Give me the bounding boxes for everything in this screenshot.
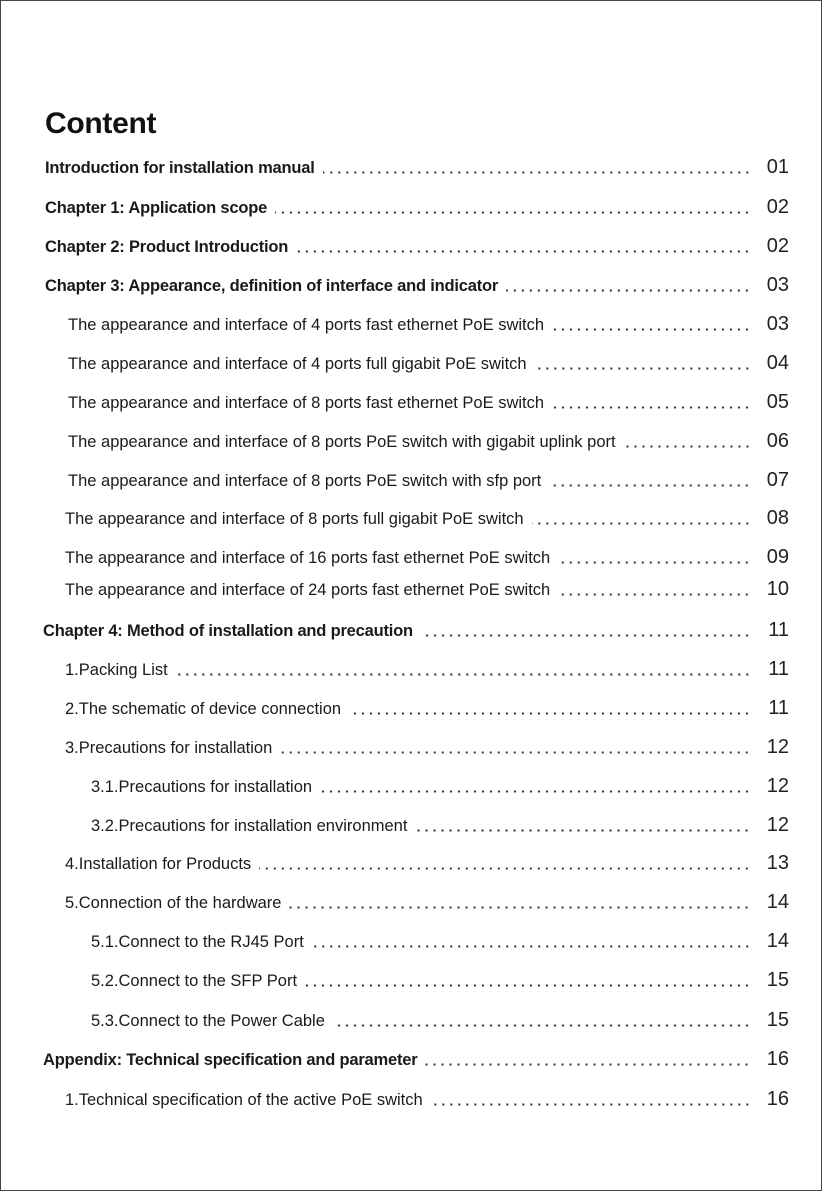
toc-leader-dots [176,673,751,676]
toc-entry-label: 3.Precautions for installation [65,739,273,757]
toc-entry-page-number: 11 [768,697,789,719]
toc-entry-label: 2.The schematic of device connection [65,700,342,718]
toc-entry-page-number: 03 [766,274,789,296]
toc-entry-label: Chapter 1: Application scope [45,199,268,217]
toc-leader-dots [323,171,751,174]
toc-entry-page-number: 15 [766,1009,789,1031]
toc-entry[interactable] [68,352,789,378]
toc-entry-page-number: 06 [766,430,789,452]
toc-entry-label: The appearance and interface of 8 ports PoE switch with gigabit uplink port [68,433,616,451]
toc-entry-label: 3.1.Precautions for installation [91,778,313,796]
toc-leader-dots [259,867,751,870]
toc-entry-page-number: 14 [766,930,789,952]
toc-leader-dots [421,634,751,637]
toc-leader-dots [333,1024,751,1027]
toc-entry-label: 1.Technical specification of the active PoE switch [65,1091,423,1109]
toc-entry[interactable] [45,235,789,261]
toc-entry-label: Appendix: Technical specification and parameter [43,1051,418,1069]
toc-leader-dots [431,1103,751,1106]
toc-entry-page-number: 03 [766,313,789,335]
toc-entry-label: The appearance and interface of 8 ports fast ethernet PoE switch [68,394,545,412]
toc-entry-page-number: 12 [766,736,789,758]
toc-leader-dots [552,328,751,331]
toc-leader-dots [289,906,751,909]
toc-leader-dots [506,289,751,292]
toc-entry-label: 3.2.Precautions for installation environment [91,817,408,835]
toc-entry-page-number: 12 [766,775,789,797]
toc-entry[interactable] [43,1048,789,1074]
toc-leader-dots [415,829,751,832]
toc-leader-dots [280,751,751,754]
toc-entry[interactable] [65,1088,789,1114]
toc-entry[interactable] [65,736,789,762]
toc-entry[interactable] [68,313,789,339]
toc-entry[interactable] [45,156,789,182]
toc-entry-label: 5.2.Connect to the SFP Port [91,972,298,990]
toc-entry-label: Chapter 2: Product Introduction [45,238,289,256]
toc-leader-dots [305,984,751,987]
toc-entry-page-number: 09 [766,546,789,568]
toc-entry-page-number: 11 [768,619,789,641]
toc-entry[interactable] [91,814,789,840]
toc-entry-label: Introduction for installation manual [45,159,315,177]
toc-leader-dots [425,1063,751,1066]
toc-entry[interactable] [65,578,789,604]
toc-entry-page-number: 04 [766,352,789,374]
toc-entry[interactable] [68,430,789,456]
toc-leader-dots [320,790,751,793]
toc-entry[interactable] [65,546,789,572]
toc-entry-page-number: 08 [766,507,789,529]
toc-entry-label: Chapter 3: Appearance, definition of interface and indicator [45,277,499,295]
toc-entry[interactable] [68,469,789,495]
toc-entry-label: 5.3.Connect to the Power Cable [91,1012,325,1030]
toc-leader-dots [349,712,751,715]
toc-leader-dots [532,522,751,525]
toc-entry-page-number: 01 [766,156,789,178]
toc-entry[interactable] [65,658,789,684]
toc-entry-page-number: 12 [766,814,789,836]
toc-entry-page-number: 15 [766,969,789,991]
toc-entry[interactable] [91,1009,789,1035]
toc-entry-page-number: 16 [766,1088,789,1110]
toc-entry-page-number: 02 [766,235,789,257]
toc-entry-page-number: 14 [766,891,789,913]
toc-leader-dots [312,945,751,948]
toc-entry-page-number: 05 [766,391,789,413]
toc-entry[interactable] [91,930,789,956]
toc-entry[interactable] [45,274,789,300]
toc-leader-dots [552,406,751,409]
toc-entry-page-number: 11 [768,658,789,680]
toc-entry[interactable] [65,507,789,533]
toc-entry[interactable] [65,697,789,723]
toc-entry-label: 5.Connection of the hardware [65,894,282,912]
toc-entry-page-number: 02 [766,196,789,218]
toc-entry-page-number: 16 [766,1048,789,1070]
toc-entry[interactable] [45,196,789,222]
toc-leader-dots [624,445,751,448]
toc-entry-page-number: 10 [766,578,789,600]
toc-entry-label: The appearance and interface of 16 ports fast ethernet PoE switch [65,549,551,567]
toc-leader-dots [549,484,751,487]
toc-entry-label: The appearance and interface of 8 ports PoE switch with sfp port [68,472,542,490]
toc-leader-dots [275,211,751,214]
toc-leader-dots [558,593,751,596]
toc-entry-label: 1.Packing List [65,661,168,679]
toc-entry[interactable] [68,391,789,417]
toc-entry[interactable] [65,852,789,878]
toc-entry[interactable] [43,619,789,645]
toc-entry-label: The appearance and interface of 4 ports fast ethernet PoE switch [68,316,545,334]
toc-entry-label: Chapter 4: Method of installation and precaution [43,622,413,640]
toc-entry-label: The appearance and interface of 24 ports fast ethernet PoE switch [65,581,551,599]
toc-entry[interactable] [91,775,789,801]
toc-entry-label: 4.Installation for Products [65,855,252,873]
toc-entry[interactable] [65,891,789,917]
toc-entry-page-number: 13 [766,852,789,874]
toc-entry-label: 5.1.Connect to the RJ45 Port [91,933,304,951]
toc-entry-page-number: 07 [766,469,789,491]
toc-leader-dots [558,561,751,564]
toc-entry-label: The appearance and interface of 8 ports full gigabit PoE switch [65,510,524,528]
toc-leader-dots [296,250,751,253]
toc-leader-dots [535,367,751,370]
toc-entry-label: The appearance and interface of 4 ports full gigabit PoE switch [68,355,527,373]
page-title: Content [45,107,157,140]
toc-entry[interactable] [91,969,789,995]
